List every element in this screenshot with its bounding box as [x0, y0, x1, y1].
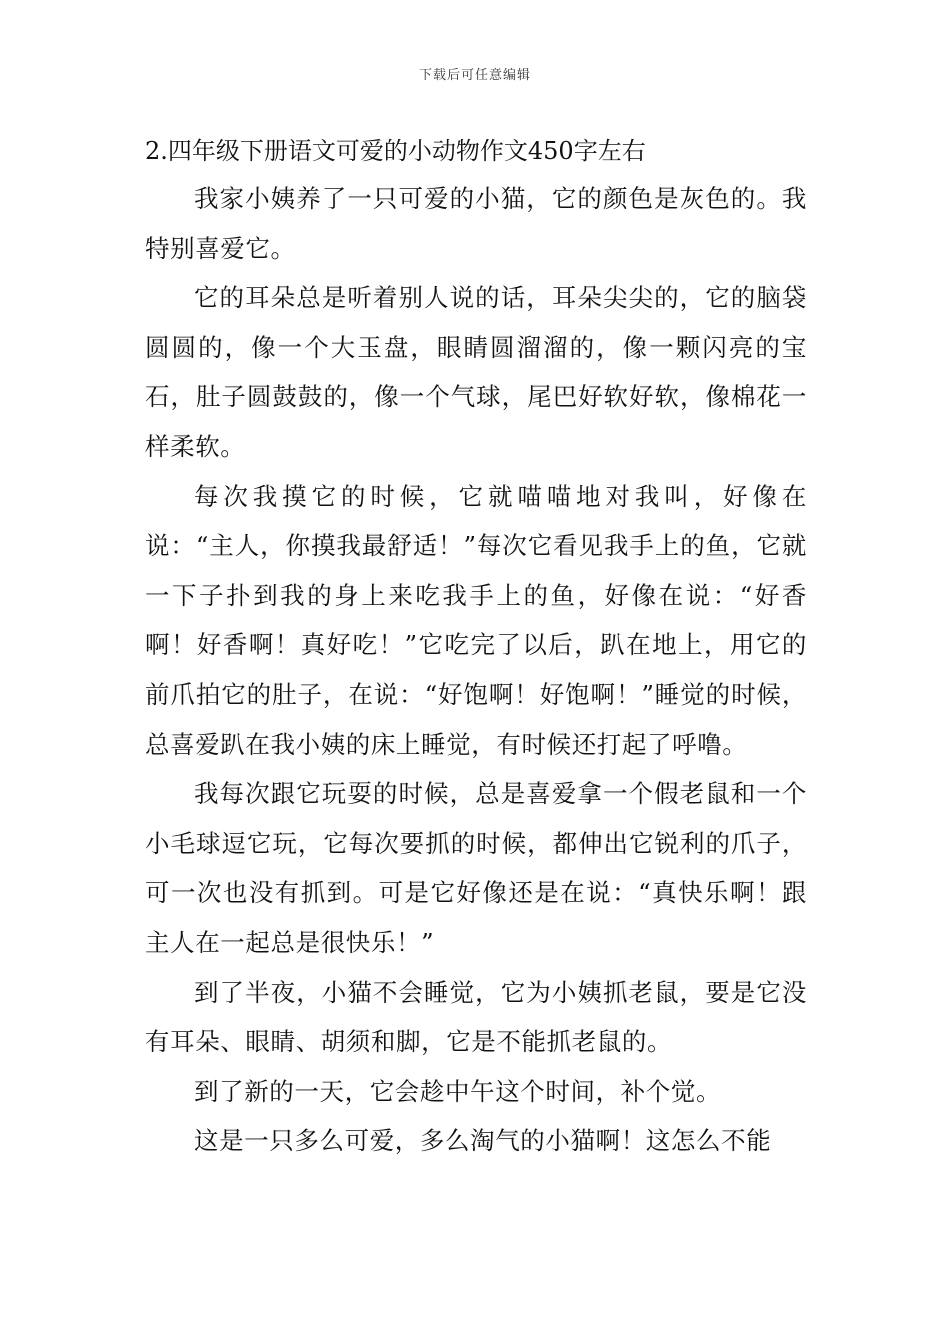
paragraph-2: 它的耳朵总是听着别人说的话，耳朵尖尖的，它的脑袋圆圆的，像一个大玉盘，眼睛圆溜溜的，像一颗闪亮的宝石，肚子圆鼓鼓的，像一个气球，尾巴好软好软，像棉花一样柔软。: [145, 283, 807, 461]
article-title: 2.四年级下册语文可爱的小动物作文450字左右: [145, 137, 646, 165]
paragraph-1: 我家小姨养了一只可爱的小猫，它的颜色是灰色的。我特别喜爱它。: [145, 184, 807, 263]
paragraph-5: 到了半夜，小猫不会睡觉，它为小姨抓老鼠，要是它没有耳朵、眼睛、胡须和脚，它是不能抓老鼠的。: [145, 977, 807, 1057]
page-header-note: 下载后可任意编辑: [418, 68, 531, 83]
paragraph-3: 每次我摸它的时候，它就喵喵地对我叫，好像在说：“主人，你摸我最舒适！”每次它看见我手上的鱼，它就一下子扑到我的身上来吃我手上的鱼，好像在说：“好香啊！好香啊！真好吃！”它吃完了以后，趴在地上，用它的前爪拍它的肚子，在说：“好饱啊！好饱啊！”睡觉的时候，总喜爱趴在我小姨的床上睡觉，有时候还打起了呼噜。: [145, 481, 807, 759]
paragraph-6: 到了新的一天，它会趁中午这个时间，补个觉。: [194, 1076, 722, 1106]
paragraph-7: 这是一只多么可爱，多么淘气的小猫啊！这怎么不能: [194, 1126, 772, 1156]
paragraph-4: 我每次跟它玩耍的时候，总是喜爱拿一个假老鼠和一个小毛球逗它玩，它每次要抓的时候，都伸出它锐利的爪子，可一次也没有抓到。可是它好像还是在说：“真快乐啊！跟主人在一起总是很快乐！”: [145, 779, 807, 957]
document-body: [145, 128, 807, 1166]
